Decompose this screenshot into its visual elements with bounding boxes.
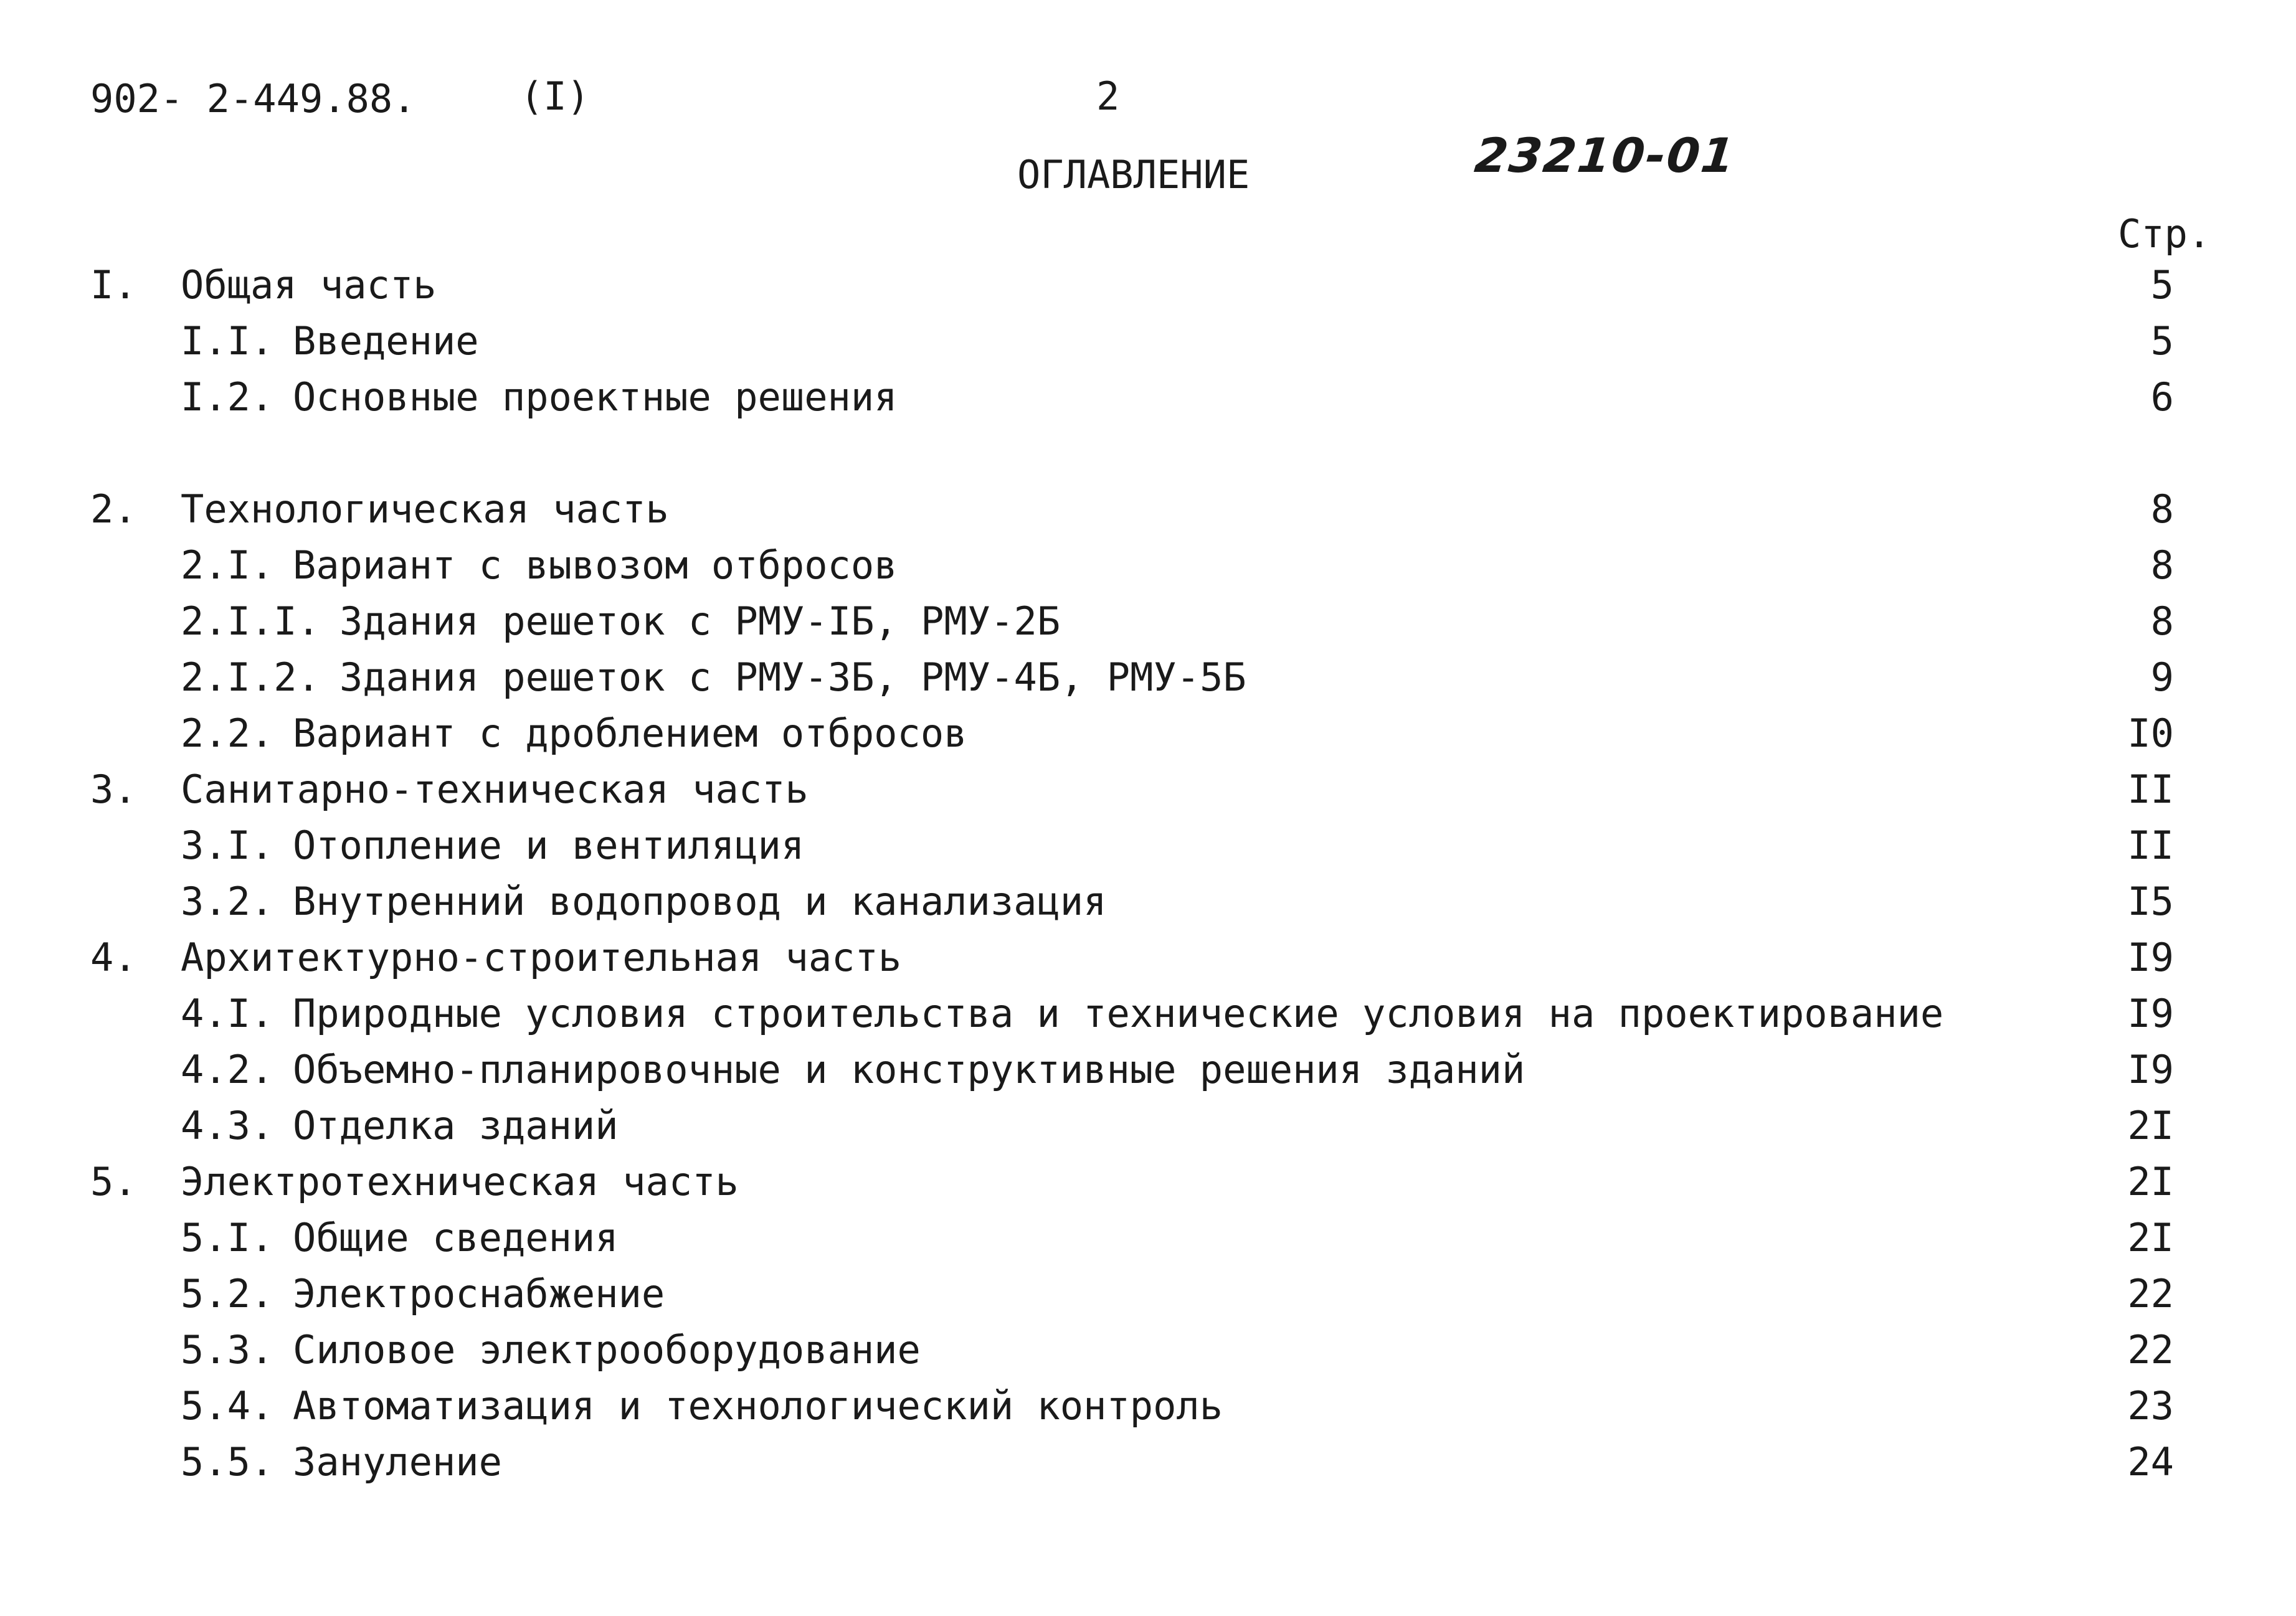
toc-entry	[0, 653, 2296, 702]
toc-entry	[0, 1269, 2296, 1319]
toc-entry	[0, 1045, 2296, 1095]
toc-entry	[0, 597, 2296, 646]
toc-entry-number: 3.	[90, 767, 137, 812]
toc-entry-page: 2I	[2127, 1103, 2174, 1148]
toc-entry-page: II	[2127, 767, 2174, 812]
toc-entry-page: I9	[2127, 991, 2174, 1036]
toc-entry-page: I5	[2127, 879, 2174, 924]
page-number: 2	[1096, 73, 1120, 119]
toc-entry-title: Объемно-планировочные и конструктивные решения зданий	[293, 1047, 1525, 1092]
toc-entry	[0, 484, 2296, 534]
toc-entry-number: 2.2.	[181, 711, 274, 756]
toc-entry-title: Основные проектные решения	[293, 374, 898, 420]
toc-entry-page: 5	[2150, 318, 2174, 364]
toc-entry	[0, 1157, 2296, 1207]
toc-entry-number: 4.	[90, 935, 137, 980]
toc-entry	[0, 877, 2296, 927]
toc-entry-title: Общие сведения	[293, 1215, 619, 1260]
toc-entry-page: 6	[2150, 374, 2174, 420]
toc-entry	[0, 1325, 2296, 1375]
toc-entry	[0, 709, 2296, 758]
toc-entry-number: 3.I.	[181, 823, 274, 868]
toc-entry-title: Здания решеток с РМУ-3Б, РМУ-4Б, РМУ-5Б	[339, 654, 1246, 700]
toc-entry-number: 4.I.	[181, 991, 274, 1036]
toc-entry-number: 5.4.	[181, 1383, 274, 1429]
toc-entry-title: Здания решеток с РМУ-IБ, РМУ-2Б	[339, 598, 1061, 644]
toc-title: ОГЛАВЛЕНИЕ	[1017, 152, 1250, 197]
toc-entry-page: I9	[2127, 1047, 2174, 1092]
toc-entry-page: 5	[2150, 262, 2174, 308]
toc-entry-title: Внутренний водопровод и канализация	[293, 879, 1107, 924]
document-code: 902- 2-449.88.	[90, 76, 416, 121]
toc-entry	[0, 765, 2296, 815]
toc-entry-title: Технологическая часть	[181, 486, 669, 532]
toc-entry	[0, 821, 2296, 871]
toc-entry-page: 8	[2150, 486, 2174, 532]
toc-entry	[0, 260, 2296, 310]
toc-entry-title: Отделка зданий	[293, 1103, 619, 1148]
toc-entry-title: Санитарно-техническая часть	[181, 767, 809, 812]
toc-entry	[0, 1213, 2296, 1263]
toc-entry-number: 2.I.2.	[181, 654, 320, 700]
toc-entry-number: 5.	[90, 1159, 137, 1204]
toc-entry	[0, 1381, 2296, 1431]
toc-entry-number: 5.3.	[181, 1327, 274, 1373]
toc-entry-number: 2.I.	[181, 542, 274, 588]
toc-entry-page: II	[2127, 823, 2174, 868]
toc-entry-title: Природные условия строительства и технические условия на проектирование	[293, 991, 1944, 1036]
toc-entry-number: 5.I.	[181, 1215, 274, 1260]
toc-entry	[0, 541, 2296, 590]
toc-entry-number: I.2.	[181, 374, 274, 420]
toc-entry-page: I0	[2127, 711, 2174, 756]
toc-entry-page: 23	[2127, 1383, 2174, 1429]
page-column-label: Стр.	[2118, 211, 2211, 257]
toc-entry-number: I.	[90, 262, 137, 308]
toc-entry	[0, 933, 2296, 983]
toc-entry-title: Архитектурно-строительная часть	[181, 935, 902, 980]
toc-entry-number: 3.2.	[181, 879, 274, 924]
toc-entry-number: 4.2.	[181, 1047, 274, 1092]
toc-entry-title: Введение	[293, 318, 479, 364]
toc-entry-title: Электроснабжение	[293, 1271, 665, 1316]
toc-entry-page: 2I	[2127, 1159, 2174, 1204]
toc-entry-number: 2.	[90, 486, 137, 532]
toc-entry-number: 5.2.	[181, 1271, 274, 1316]
toc-entry-number: I.I.	[181, 318, 274, 364]
toc-entry-page: I9	[2127, 935, 2174, 980]
toc-entry-number: 2.I.I.	[181, 598, 320, 644]
toc-entry-title: Электротехническая часть	[181, 1159, 739, 1204]
sheet-label: (I)	[520, 73, 590, 119]
toc-entry-number: 5.5.	[181, 1439, 274, 1485]
toc-entry-title: Автоматизация и технологический контроль	[293, 1383, 1223, 1429]
toc-entry-number: 4.3.	[181, 1103, 274, 1148]
toc-entry-title: Общая часть	[181, 262, 437, 308]
toc-entry-page: 24	[2127, 1439, 2174, 1485]
toc-entry	[0, 372, 2296, 422]
toc-entry-title: Силовое электрооборудование	[293, 1327, 921, 1373]
toc-entry-page: 2I	[2127, 1215, 2174, 1260]
handwritten-stamp: 23210-01	[1472, 128, 1739, 183]
toc-entry-title: Вариант с дроблением отбросов	[293, 711, 967, 756]
toc-entry	[0, 1101, 2296, 1151]
toc-entry	[0, 1437, 2296, 1487]
toc-entry-page: 22	[2127, 1271, 2174, 1316]
toc-entry	[0, 316, 2296, 366]
toc-entry-title: Отопление и вентиляция	[293, 823, 805, 868]
toc-entry-title: Зануление	[293, 1439, 502, 1485]
toc-entry-title: Вариант с вывозом отбросов	[293, 542, 898, 588]
toc-entry	[0, 989, 2296, 1039]
toc-entry-page: 8	[2150, 598, 2174, 644]
toc-entry-page: 22	[2127, 1327, 2174, 1373]
toc-entry-page: 9	[2150, 654, 2174, 700]
toc-entry-page: 8	[2150, 542, 2174, 588]
